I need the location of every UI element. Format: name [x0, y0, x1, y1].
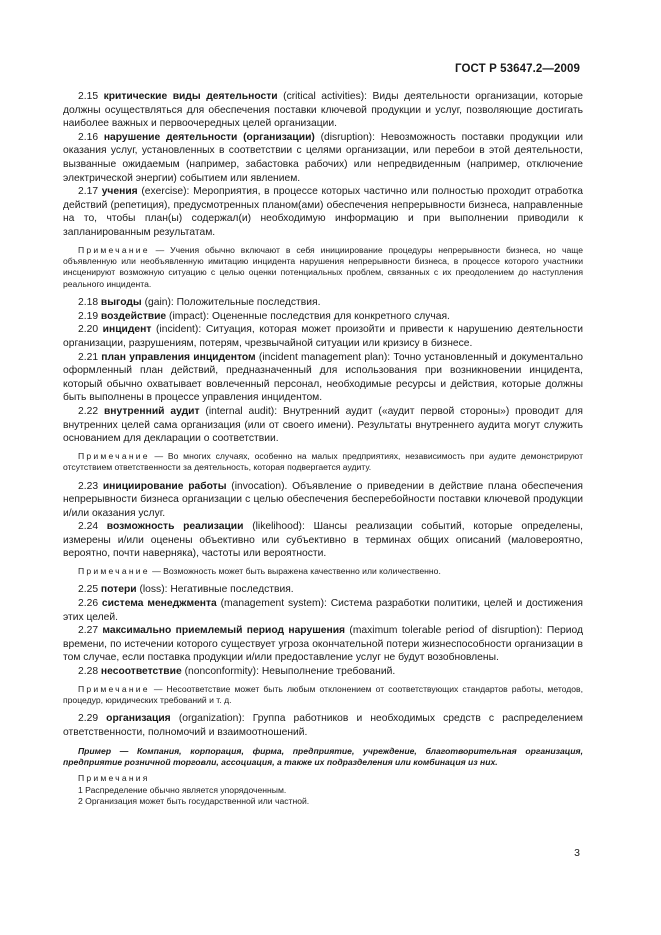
term-2-29: 2.29 организация (organization): Группа работников и необходимых средств с распределением ответственности, полномочий и взаимоотношений.	[63, 713, 583, 739]
note-2-24: Примечание — Возможность может быть выражена качественно или количественно.	[78, 566, 441, 577]
term-2-19: 2.19 воздействие (impact): Оцененные последствия для конкретного случая.	[78, 310, 450, 322]
note-item: 2 Организация может быть государственной или частной.	[78, 796, 310, 807]
page-content	[63, 90, 583, 808]
example-text: Пример — Компания, корпорация, фирма, предприятие, учреждение, благотворительная организация, предприятие розничной торговли, ассоциация, а также их подразделения или комбинация из них.	[63, 745, 583, 768]
term-2-27: 2.27 максимально приемлемый период нарушения (maximum tolerable period of disruption): Период времени, по истечении которого существует угроза окончательной потери жизнеспособности организации в том случае, если поставка продукции и/или предоставление услуг не будут возобновлены.	[63, 625, 583, 664]
note-2-22: Примечание — Во многих случаях, особенно на малых предприятиях, независимость при аудите демонстрируют отсутствием ответственности за деятельность, которая подвергается аудиту.	[63, 450, 583, 473]
term-2-28: 2.28 несоответствие (nonconformity): Невыполнение требований.	[78, 666, 396, 678]
term-2-21: 2.21 план управления инцидентом (incident management plan): Точно установленный и документально оформленный план действий, предназначенный для использования при возникновении инцидента, который обычно охватывает вовлеченный персонал, необходимые ресурсы и действия, которые должны быть выполнены в процессе управления инцидентом.	[63, 351, 583, 404]
term-2-24: 2.24 возможность реализации (likelihood): Шансы реализации событий, которые определены, измерены и/или оценены объективно или субъективно в терминах общих описаний (маловероятно, вероятно, почти наверняка), частоты или вероятности.	[63, 521, 583, 560]
term-2-18: 2.18 выгоды (gain): Положительные последствия.	[78, 297, 321, 309]
note-2-17: Примечание — Учения обычно включают в себя инициирование процедуры непрерывности бизнеса, но чаще объявленную или необъявленную имитацию инцидента нарушения непрерывности бизнеса, в процессе которого участники инсценируют возможную ситуацию с целью оценки потенциальных проблем, связанных с их преодолением до наступления реального инцидента.	[63, 244, 583, 289]
term-2-15: 2.15 критические виды деятельности (critical activities): Виды деятельности организации, которые должны осуществляться для обеспечения поставки ключевой продукции и услуг, позволяющие достигать наиболее важных и первоочередных целей организации.	[63, 91, 583, 130]
term-2-16: 2.16 нарушение деятельности (организации) (disruption): Невозможность поставки продукции или оказания услуг, установленных в соответствии с целями организации, или перебои в этой деятельности, вызванные ожидаемым (например, забастовка рабочих) или непредвиденным (например, отключение электрической энергии) событием или явлением.	[63, 131, 583, 184]
term-2-25: 2.25 потери (loss): Негативные последствия.	[78, 584, 294, 596]
note-item: 1 Распределение обычно является упорядоченным.	[78, 784, 287, 795]
term-2-26: 2.26 система менеджмента (management system): Система разработки политики, целей и достижения этих целей.	[63, 598, 583, 623]
term-2-22: 2.22 внутренний аудит (internal audit): Внутренний аудит («аудит первой стороны») проводит для внутренних целей сама организация (или от своего имени). Результаты внутреннего аудита могут служить основанием для декларации о соответствии.	[63, 405, 583, 445]
note-2-28: Примечание — Несоответствие может быть любым отклонением от соответствующих стандартов работы, методов, процедур, юридических требований и т. д.	[63, 683, 584, 706]
term-2-23: 2.23 инициирование работы (invocation). Объявление о приведении в действие плана обеспечения непрерывности бизнеса организации с целью обеспечения бесперебойности поставки ключевой продукции и/или оказания услуг.	[63, 480, 583, 519]
page-number: 3	[574, 847, 580, 859]
term-2-20: 2.20 инцидент (incident): Ситуация, которая может произойти и привести к нарушению деятельности организации, разрушениям, потерям, чрезвычайной ситуации или кризису в бизнесе.	[63, 324, 583, 349]
term-2-17: 2.17 учения (exercise): Мероприятия, в процессе которых частично или полностью проходит отработка действий (репетиция), предусмотренных планом(ами) обеспечения непрерывности бизнеса, направленные на то, чтобы план(ы) содержал(и) необходимую информацию и при выполнении приводили к запланированным результатам.	[63, 186, 583, 238]
notes-block	[63, 773, 583, 807]
notes-label: Примечания	[78, 773, 150, 784]
document-header: ГОСТ Р 53647.2—2009	[455, 63, 580, 75]
